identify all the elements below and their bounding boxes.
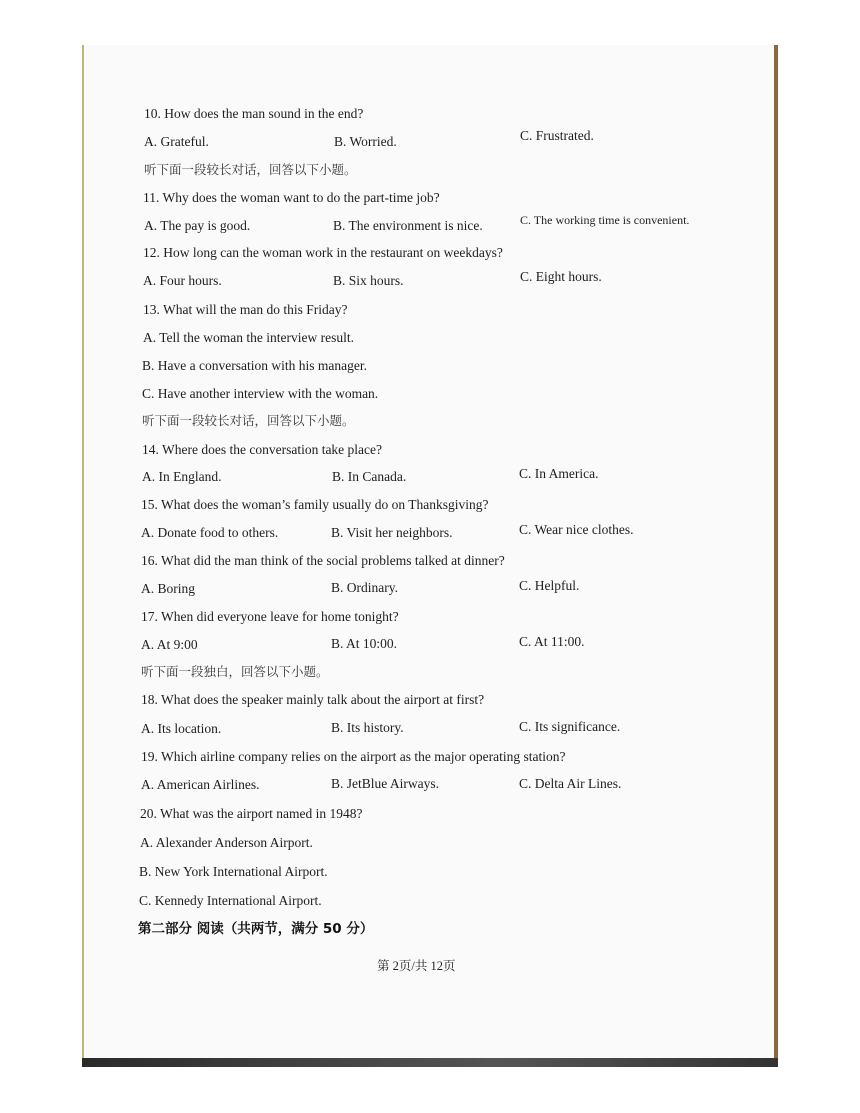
q16-option-a: A. Boring — [141, 581, 195, 596]
listening-instruction-2: 听下面一段较长对话，回答以下小题。 — [142, 413, 355, 428]
q20-option-b: B. New York International Airport. — [139, 864, 328, 879]
q11-option-c: C. The working time is convenient. — [520, 213, 690, 227]
listening-instruction-3: 听下面一段独白，回答以下小题。 — [141, 664, 329, 679]
q14-option-b: B. In Canada. — [332, 469, 407, 484]
listening-instruction-1: 听下面一段较长对话，回答以下小题。 — [144, 162, 357, 177]
question-14: 14. Where does the conversation take place? — [142, 442, 383, 457]
question-18: 18. What does the speaker mainly talk about the airport at first? — [141, 692, 485, 707]
q10-option-c: C. Frustrated. — [520, 128, 594, 143]
page-footer: 第 2页/共 12页 — [377, 959, 456, 973]
q16-option-c: C. Helpful. — [519, 578, 580, 593]
question-20: 20. What was the airport named in 1948? — [140, 806, 363, 821]
q18-option-a: A. Its location. — [141, 721, 222, 736]
q10-option-b: B. Worried. — [334, 134, 397, 149]
q15-option-a: A. Donate food to others. — [141, 525, 279, 540]
question-17: 17. When did everyone leave for home tonight? — [141, 609, 399, 624]
q20-option-c: C. Kennedy International Airport. — [139, 893, 322, 908]
paper-left-edge — [82, 45, 84, 1067]
q12-option-b: B. Six hours. — [333, 273, 404, 288]
q14-option-c: C. In America. — [519, 466, 599, 481]
question-10: 10. How does the man sound in the end? — [144, 106, 364, 121]
q15-option-c: C. Wear nice clothes. — [519, 522, 634, 537]
question-13: 13. What will the man do this Friday? — [143, 302, 348, 317]
q11-option-b: B. The environment is nice. — [333, 218, 483, 233]
question-15: 15. What does the woman’s family usually do on Thanksgiving? — [141, 497, 489, 512]
q13-option-a: A. Tell the woman the interview result. — [143, 330, 355, 345]
q19-option-c: C. Delta Air Lines. — [519, 776, 622, 791]
q11-option-a: A. The pay is good. — [144, 218, 251, 233]
q14-option-a: A. In England. — [142, 469, 222, 484]
q15-option-b: B. Visit her neighbors. — [331, 525, 453, 540]
q17-option-c: C. At 11:00. — [519, 634, 585, 649]
paper-bottom-shadow — [82, 1058, 778, 1067]
question-12: 12. How long can the woman work in the restaurant on weekdays? — [143, 245, 503, 260]
paper-right-edge — [774, 45, 778, 1067]
q12-option-a: A. Four hours. — [143, 273, 222, 288]
q13-option-b: B. Have a conversation with his manager. — [142, 358, 367, 373]
q19-option-b: B. JetBlue Airways. — [331, 776, 439, 791]
q18-option-c: C. Its significance. — [519, 719, 621, 734]
q18-option-b: B. Its history. — [331, 720, 404, 735]
q16-option-b: B. Ordinary. — [331, 580, 398, 595]
question-19: 19. Which airline company relies on the airport as the major operating station? — [141, 749, 566, 764]
q20-option-a: A. Alexander Anderson Airport. — [140, 835, 313, 850]
q13-option-c: C. Have another interview with the woman. — [142, 386, 379, 401]
q10-option-a: A. Grateful. — [144, 134, 209, 149]
section-heading: 第二部分 阅读（共两节，满分 50 分） — [138, 921, 374, 937]
q19-option-a: A. American Airlines. — [141, 777, 260, 792]
question-16: 16. What did the man think of the social problems talked at dinner? — [141, 553, 505, 568]
question-11: 11. Why does the woman want to do the part-time job? — [143, 190, 440, 205]
q17-option-b: B. At 10:00. — [331, 636, 398, 651]
q17-option-a: A. At 9:00 — [141, 637, 198, 652]
q12-option-c: C. Eight hours. — [520, 269, 602, 284]
